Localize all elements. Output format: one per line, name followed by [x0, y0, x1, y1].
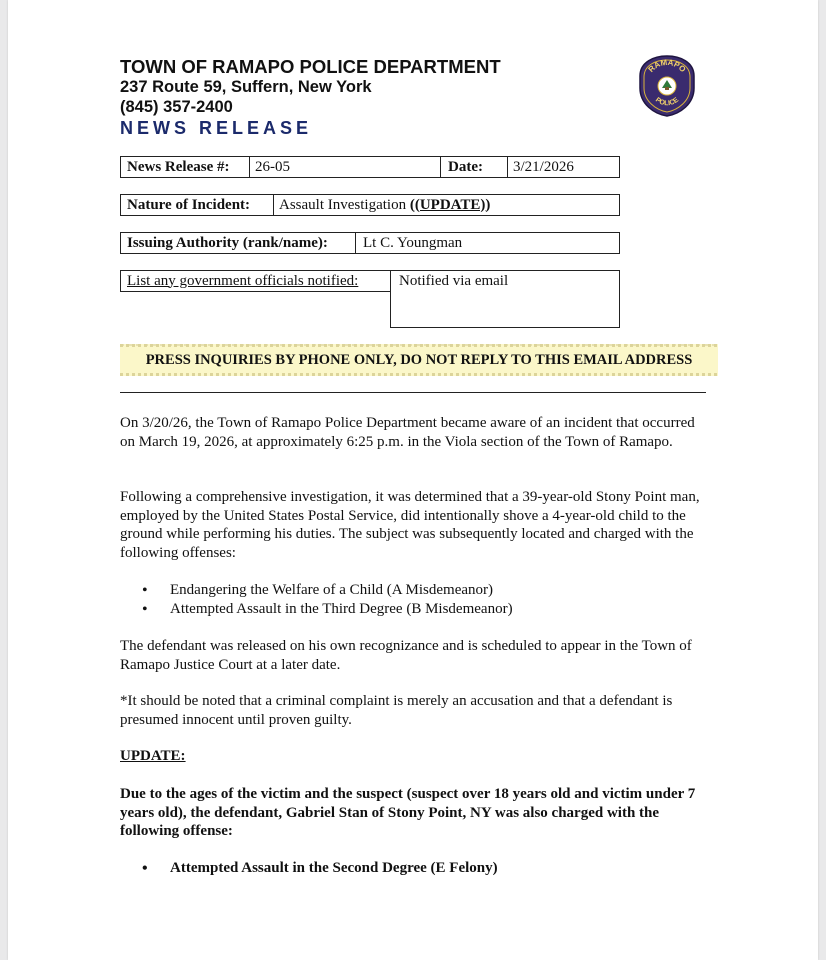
department-phone: (845) 357-2400 [120, 98, 233, 116]
paragraph-release: The defendant was released on his own recognizance and is scheduled to appear in the Town of Ramapo Justice Court at a later date. [120, 638, 692, 673]
officials-label-box [120, 270, 391, 292]
department-address: 237 Route 59, Suffern, New York [120, 78, 372, 96]
release-date-row [120, 156, 620, 178]
police-badge-icon [636, 54, 698, 118]
issuing-authority-value: Lt C. Youngman [363, 234, 463, 251]
nature-update-text: (UPDATE) [414, 196, 486, 213]
charge-item: • Attempted Assault in the Third Degree (B Misdemeanor) [138, 600, 513, 619]
release-type-title: NEWS RELEASE [120, 118, 313, 138]
divider-line [120, 392, 706, 393]
department-name: TOWN OF RAMAPO POLICE DEPARTMENT [120, 56, 501, 77]
update-heading: UPDATE: [120, 748, 186, 764]
charges-list [138, 581, 513, 619]
paragraph-investigation: Following a comprehensive investigation, it was determined that a 39-year-old Stony Point man, employed by the United States Postal Service, did intentionally shove a 4-year-old child to the ground while performing his duties. The subject was subsequently located and charged with the following offenses: [120, 489, 700, 561]
issuing-authority-label: Issuing Authority (rank/name): [127, 234, 328, 251]
press-inquiries-text: PRESS INQUIRIES BY PHONE ONLY, DO NOT REPLY TO THIS EMAIL ADDRESS [145, 351, 693, 368]
paragraph-disclaimer: *It should be noted that a criminal complaint is merely an accusation and that a defendant is presumed innocent until proven guilty. [120, 693, 673, 728]
nature-of-incident-value [273, 195, 613, 215]
update-charges-list [138, 859, 498, 878]
nature-value-text: Assault Investigation [279, 196, 407, 213]
issuing-authority-row [120, 232, 620, 254]
news-release-page [8, 0, 818, 960]
paragraph-incident: On 3/20/26, the Town of Ramapo Police Department became aware of an incident that occurred on March 19, 2026, at approximately 6:25 p.m. in the Viola section of the Town of Ramapo. [120, 415, 695, 450]
date-value: 3/21/2026 [513, 158, 574, 175]
officials-notified-label: List any government officials notified: [127, 272, 359, 289]
badge-text-top: RAMAPO [646, 57, 688, 75]
badge-text-bottom: POLICE [653, 96, 681, 108]
paragraph-update: Due to the ages of the victim and the suspect (suspect over 18 years old and victim under 7 years old), the defendant, Gabriel Stan of Stony Point, NY was also charged with the following offense: [120, 786, 696, 839]
officials-value-box [390, 270, 620, 328]
charge-item: • Endangering the Welfare of a Child (A Misdemeanor) [138, 581, 513, 600]
news-release-number: 26-05 [255, 158, 290, 175]
nature-of-incident-label: Nature of Incident: [127, 196, 251, 213]
news-release-label: News Release #: [127, 158, 230, 175]
nature-of-incident-row [120, 194, 620, 216]
date-label: Date: [448, 158, 483, 175]
nature-update-tag: ((UPDATE)) [409, 196, 491, 213]
officials-notified-value: Notified via email [399, 273, 509, 289]
update-charge-item: • Attempted Assault in the Second Degree (E Felony) [138, 859, 498, 878]
press-inquiries-banner [120, 344, 718, 376]
